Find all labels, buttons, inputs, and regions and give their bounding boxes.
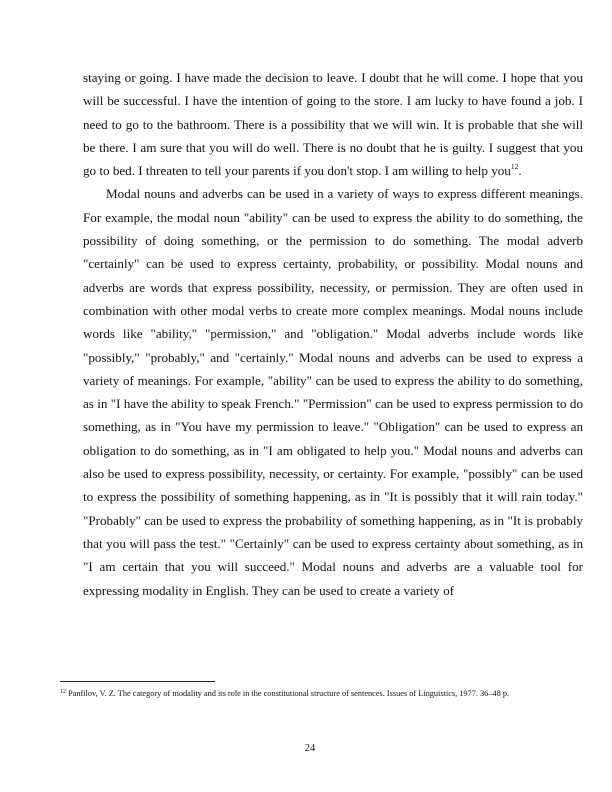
footnote-text: Panfilov, V. Z. The category of modality and its role in the constitutional structure of sentences. Issues of Linguistics, 1977. 36–48 p.: [66, 689, 510, 698]
footnote-marker: 12: [60, 689, 66, 695]
paragraph-2: Modal nouns and adverbs can be used in a variety of ways to express different meanings. For example, the modal noun "ability" can be used to express the ability to do something, the possibility of doing something, or the permission to do something. The modal adverb "certainly" can be used to express certainty, probability, or possibility. Modal nouns and adverbs are words that express possibility, necessity, or permission. They are often used in combination with other modal verbs to create more complex meanings. Modal nouns include words like "ability," "permission," and "obligation." Modal adverbs include words like "possibly," "probably," and "certainly." Modal nouns and adverbs can be used to express a variety of meanings. For example, "ability" can be used to express the ability to do something, as in "I have the ability to speak French." "Permission" can be used to express permission to do something, as in "You have my permission to leave." "Obligation" can be used to express an obligation to do something, as in "I am obligated to help you." Modal nouns and adverbs can also be used to express possibility, necessity, or certainty. For example, "possibly" can be used to express the possibility of something happening, as in "It is possibly that it will rain today." "Probably" can be used to express the probability of something happening, as in "It is probably that you will pass the test." "Certainly" can be used to express certainty about something, as in "I am certain that you will succeed." Modal nouns and adverbs are a valuable tool for expressing modality in English. They can be used to create a variety of: [83, 186, 583, 598]
body-text: [83, 66, 583, 602]
paragraph-1-end: .: [518, 163, 522, 179]
paragraph-1-text: staying or going. I have made the decision to leave. I doubt that he will come. I hope that you will be successful. I have the intention of going to the store. I am lucky to have found a job. I need to go to the bathroom. There is a possibility that we will win. It is probable that she will be there. I am sure that you will do well. There is no doubt that he is guilty. I suggest that you go to bed. I threaten to tell your parents if you don't stop. I am willing to help you: [83, 70, 583, 179]
footnote: [60, 688, 580, 699]
footnote-separator: [60, 681, 215, 682]
page-number: 24: [304, 743, 316, 754]
paragraph-1: [83, 66, 583, 182]
footnote-reference[interactable]: 12: [510, 162, 519, 172]
